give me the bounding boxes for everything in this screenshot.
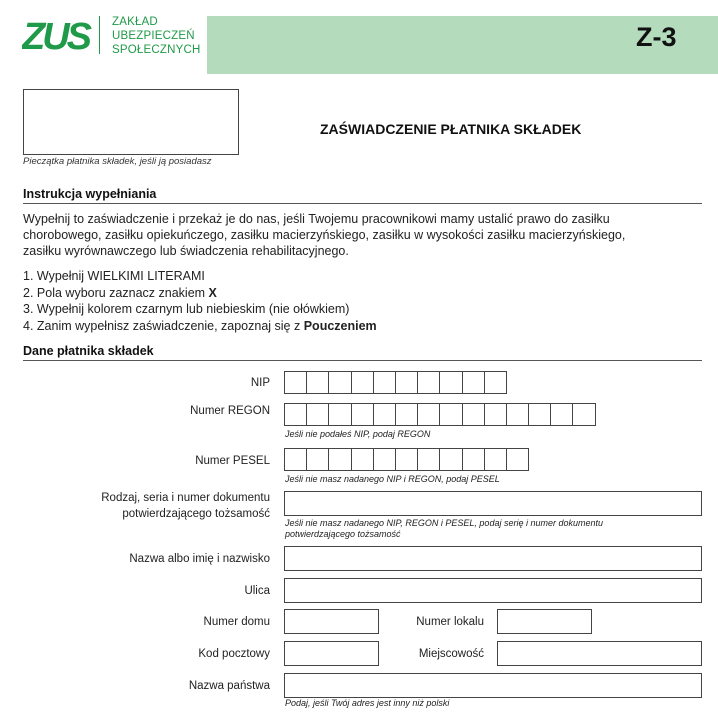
- char-cell[interactable]: [284, 371, 307, 394]
- char-cell[interactable]: [439, 448, 462, 471]
- char-cell[interactable]: [550, 403, 573, 426]
- char-cell[interactable]: [506, 448, 529, 471]
- document-hint: Jeśli nie masz nadanego NIP, REGON i PESEL, podaj serię i numer dokumentu potwierdzającego tożsamość: [285, 518, 603, 539]
- house-no-input[interactable]: [284, 609, 379, 634]
- pesel-hint: Jeśli nie masz nadanego NIP i REGON, podaj PESEL: [285, 474, 500, 484]
- section-divider: [23, 203, 702, 204]
- instructions-list: [23, 268, 377, 334]
- list-item: 2. Pola wyboru zaznacz znakiem X: [23, 285, 217, 300]
- apartment-no-label: Numer lokalu: [416, 616, 484, 628]
- char-cell[interactable]: [351, 448, 374, 471]
- char-cell[interactable]: [462, 403, 485, 426]
- paragraph-line: zasiłku wyrównawczego lub świadczenia rehabilitacyjnego.: [23, 244, 349, 258]
- char-cell[interactable]: [373, 403, 396, 426]
- char-cell[interactable]: [462, 371, 485, 394]
- stamp-caption: Pieczątka płatnika składek, jeśli ją posiadasz: [23, 156, 212, 167]
- zus-logo: [22, 16, 98, 56]
- char-cell[interactable]: [395, 448, 418, 471]
- instructions-heading: Instrukcja wypełniania: [23, 187, 157, 201]
- logo-separator: [99, 16, 100, 54]
- country-label: Nazwa państwa: [188, 680, 270, 692]
- paragraph-line: Wypełnij to zaświadczenie i przekaż je do nas, jeśli Twojemu pracownikowi mamy ustalić prawo do zasiłku: [23, 212, 610, 226]
- char-cell[interactable]: [528, 403, 551, 426]
- nip-field[interactable]: [284, 371, 507, 394]
- paragraph-line: chorobowego, zasiłku opiekuńczego, zasiłku macierzyńskiego, zasiłku w wysokości zasiłku macierzyńskiego,: [23, 228, 626, 242]
- document-label: Rodzaj, seria i numer dokumentu potwierdzającego tożsamość: [101, 492, 270, 520]
- char-cell[interactable]: [484, 403, 507, 426]
- payer-heading: Dane płatnika składek: [23, 344, 154, 358]
- char-cell[interactable]: [572, 403, 595, 426]
- char-cell[interactable]: [395, 371, 418, 394]
- char-cell[interactable]: [328, 448, 351, 471]
- char-cell[interactable]: [306, 403, 329, 426]
- char-cell[interactable]: [484, 448, 507, 471]
- name-input[interactable]: [284, 546, 702, 571]
- postal-code-label: Kod pocztowy: [198, 648, 270, 660]
- country-input[interactable]: [284, 673, 702, 698]
- pesel-label: Numer PESEL: [195, 455, 270, 467]
- form-code: Z-3: [636, 22, 677, 52]
- city-label: Miejscowość: [418, 648, 484, 660]
- logo-text: ZUS: [22, 16, 89, 56]
- pesel-field[interactable]: [284, 448, 529, 471]
- char-cell[interactable]: [306, 448, 329, 471]
- char-cell[interactable]: [417, 448, 440, 471]
- section-divider: [23, 360, 702, 361]
- postal-code-input[interactable]: [284, 641, 379, 666]
- char-cell[interactable]: [439, 371, 462, 394]
- regon-field[interactable]: [284, 403, 596, 426]
- char-cell[interactable]: [306, 371, 329, 394]
- street-input[interactable]: [284, 578, 702, 603]
- char-cell[interactable]: [328, 371, 351, 394]
- char-cell[interactable]: [351, 403, 374, 426]
- char-cell[interactable]: [328, 403, 351, 426]
- char-cell[interactable]: [373, 371, 396, 394]
- org-name-line-3: SPOŁECZNYCH: [112, 44, 201, 56]
- document-title: ZAŚWIADCZENIE PŁATNIKA SKŁADEK: [320, 121, 582, 137]
- char-cell[interactable]: [462, 448, 485, 471]
- regon-label: Numer REGON: [190, 405, 270, 417]
- char-cell[interactable]: [373, 448, 396, 471]
- regon-hint: Jeśli nie podałeś NIP, podaj REGON: [285, 429, 431, 439]
- list-item: 4. Zanim wypełnisz zaświadczenie, zapoznaj się z Pouczeniem: [23, 318, 377, 333]
- country-hint: Podaj, jeśli Twój adres jest inny niż polski: [285, 698, 450, 708]
- instructions-paragraph: [23, 211, 713, 259]
- street-label: Ulica: [244, 585, 270, 597]
- name-label: Nazwa albo imię i nazwisko: [129, 553, 270, 565]
- char-cell[interactable]: [284, 403, 307, 426]
- char-cell[interactable]: [351, 371, 374, 394]
- char-cell[interactable]: [417, 403, 440, 426]
- list-item: 1. Wypełnij WIELKIMI LITERAMI: [23, 269, 205, 283]
- char-cell[interactable]: [506, 403, 529, 426]
- list-item: 3. Wypełnij kolorem czarnym lub niebieskim (nie ołówkiem): [23, 302, 350, 316]
- char-cell[interactable]: [417, 371, 440, 394]
- org-name-line-2: UBEZPIECZEŃ: [112, 30, 195, 42]
- char-cell[interactable]: [439, 403, 462, 426]
- char-cell[interactable]: [395, 403, 418, 426]
- stamp-box[interactable]: [23, 89, 239, 155]
- apartment-no-input[interactable]: [497, 609, 592, 634]
- char-cell[interactable]: [484, 371, 507, 394]
- org-name-line-1: ZAKŁAD: [112, 16, 158, 28]
- city-input[interactable]: [497, 641, 702, 666]
- nip-label: NIP: [250, 377, 270, 389]
- house-no-label: Numer domu: [203, 616, 270, 628]
- char-cell[interactable]: [284, 448, 307, 471]
- document-input[interactable]: [284, 491, 702, 516]
